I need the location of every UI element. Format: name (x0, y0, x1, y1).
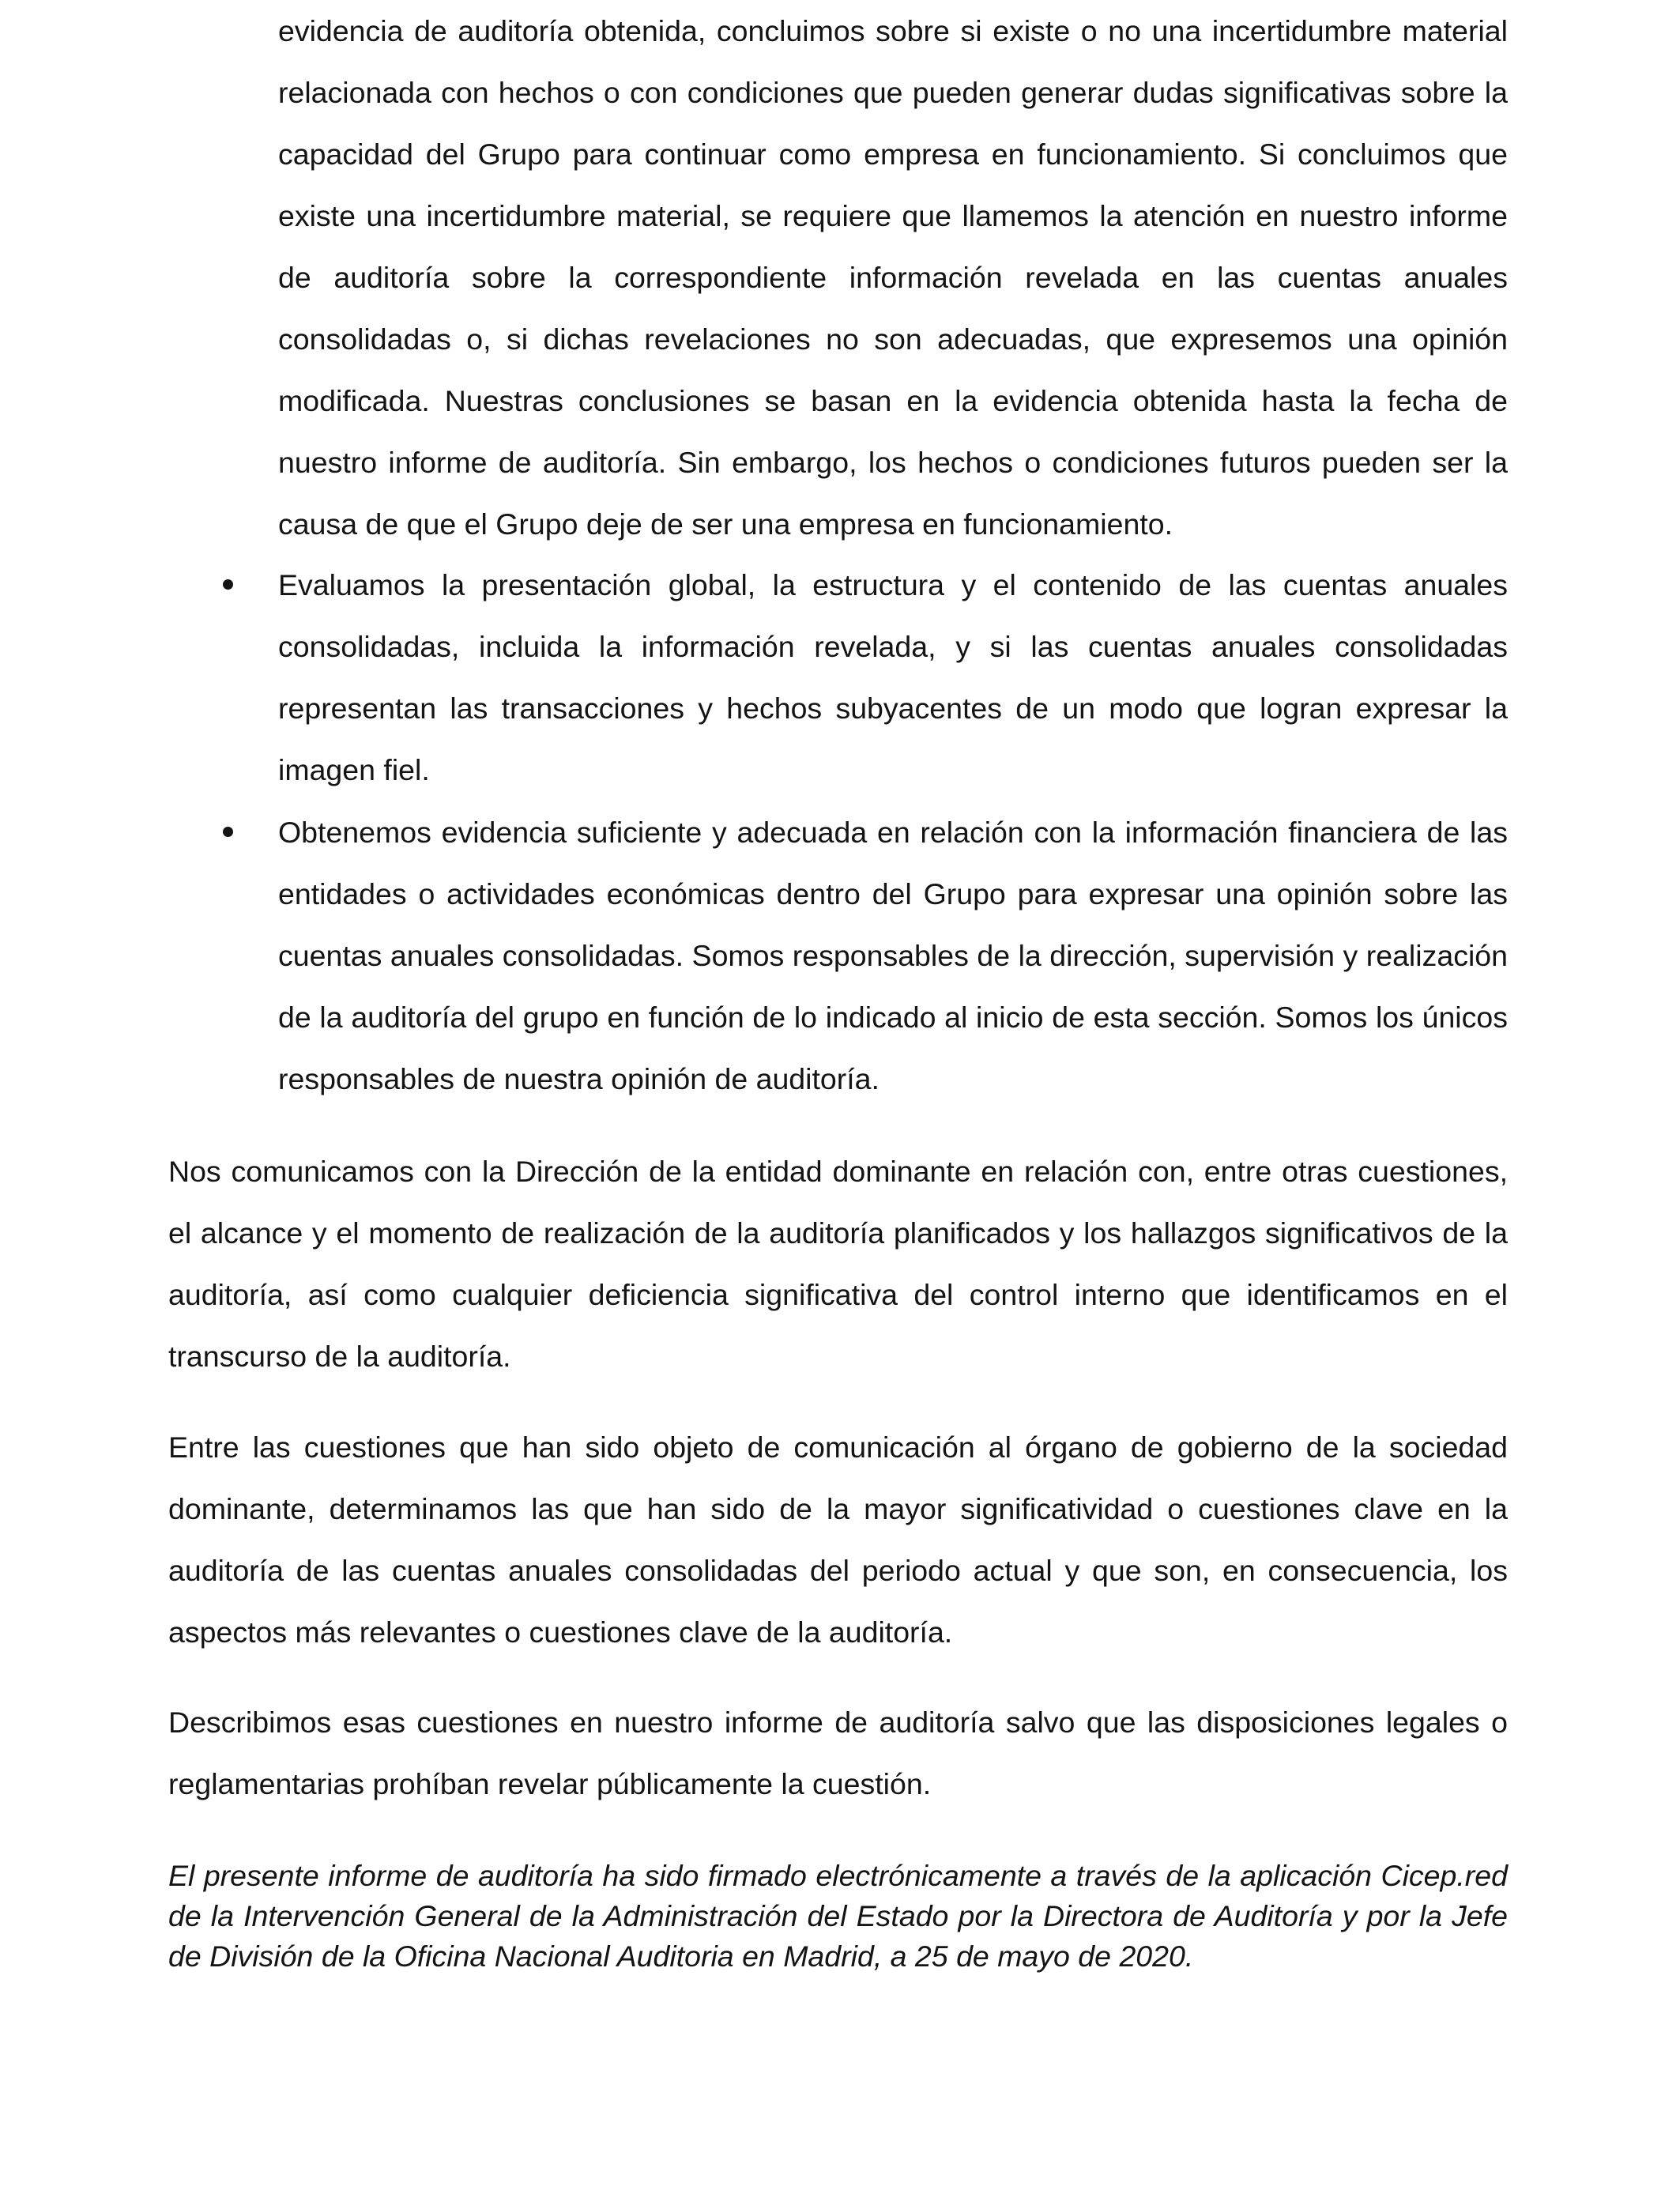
bullet-item-presentation: Evaluamos la presentación global, la estructura y el contenido de las cuentas anuales consolidadas, incluida la información revelada, y si las cuentas anuales consolidadas representan las transacciones y hechos subyacentes de un modo que logran expresar la imagen fiel. (278, 568, 1508, 786)
bullet-item-evidence: Obtenemos evidencia suficiente y adecuada en relación con la información financiera de las entidades o actividades económicas dentro del Grupo para expresar una opinión sobre las cuentas anuales consolidadas. Somos responsables de la dirección, supervisión y realización de la auditoría del grupo en función de lo indicado al inicio de esta sección. Somos los únicos responsables de nuestra opinión de auditoría. (278, 816, 1508, 1095)
bullet-icon (223, 827, 233, 837)
continued-bullet-text: evidencia de auditoría obtenida, concluimos sobre si existe o no una incertidumbre material relacionada con hechos o con condiciones que pueden generar dudas significativas sobre la capacidad del Grupo para continuar como empresa en funcionamiento. Si concluimos que existe una incertidumbre material, se requiere que llamemos la atención en nuestro informe de auditoría sobre la correspondiente información revelada en las cuentas anuales consolidadas o, si dichas revelaciones no son adecuadas, que expresemos una opinión modificada. Nuestras conclusiones se basan en la evidencia obtenida hasta la fecha de nuestro informe de auditoría. Sin embargo, los hechos o condiciones futuros pueden ser la causa de que el Grupo deje de ser una empresa en funcionamiento. (278, 14, 1508, 541)
signature-note: El presente informe de auditoría ha sido firmado electrónicamente a través de la aplicación Cicep.red de la Intervención General de la Administración del Estado por la Directora de Auditoría y por la Jefe de División de la Oficina Nacional Auditoria en Madrid, a 25 de mayo de 2020. (168, 1859, 1508, 1973)
bullet-icon (223, 579, 233, 590)
paragraph-disclosure: Describimos esas cuestiones en nuestro informe de auditoría salvo que las disposiciones legales o reglamentarias prohíban revelar públicamente la cuestión. (168, 1706, 1508, 1800)
paragraph-key-matters: Entre las cuestiones que han sido objeto de comunicación al órgano de gobierno de la sociedad dominante, determinamos las que han sido de la mayor significatividad o cuestiones clave en la auditoría de las cuentas anuales consolidadas del periodo actual y que son, en consecuencia, los aspectos más relevantes o cuestiones clave de la auditoría. (168, 1431, 1508, 1649)
paragraph-communication: Nos comunicamos con la Dirección de la entidad dominante en relación con, entre otras cuestiones, el alcance y el momento de realización de la auditoría planificados y los hallazgos significativos de la auditoría, así como cualquier deficiencia significativa del control interno que identificamos en el transcurso de la auditoría. (168, 1155, 1508, 1373)
